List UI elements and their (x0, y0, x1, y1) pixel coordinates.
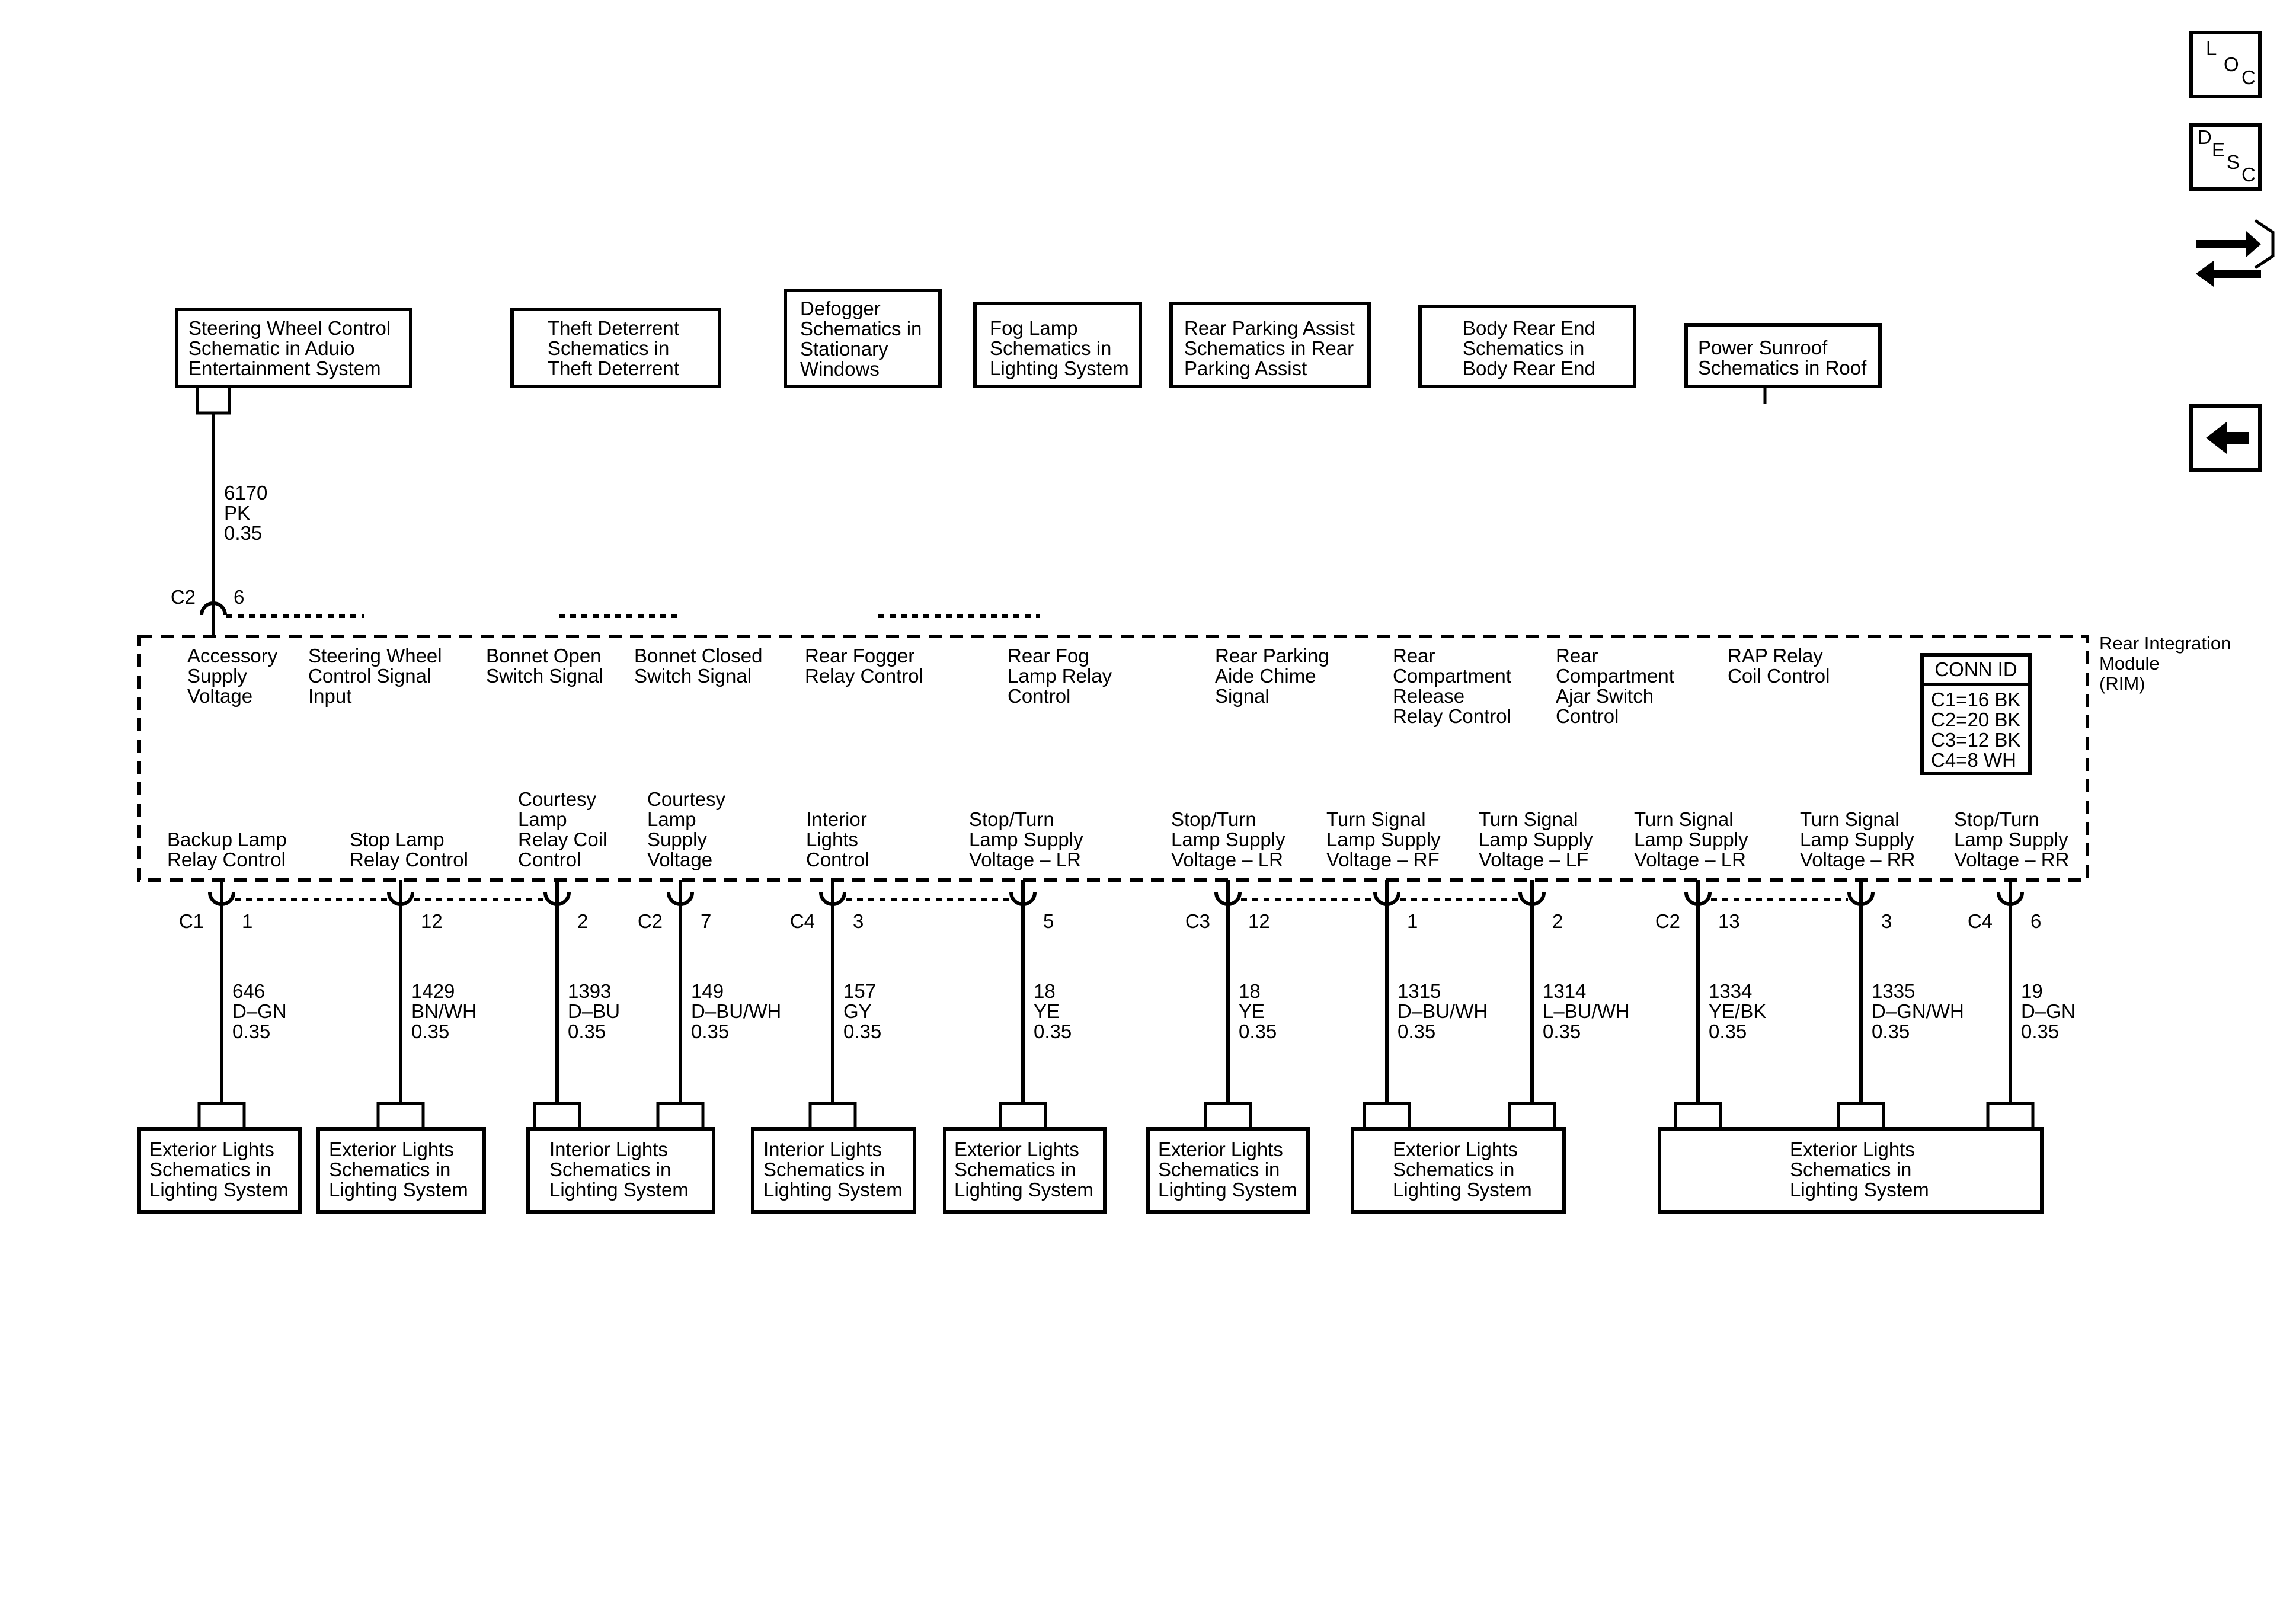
signal-name: Aide Chime (1215, 665, 1316, 687)
wire-color: GY (843, 1000, 872, 1022)
loc-letter: C (2241, 66, 2256, 88)
signal-name: Relay Control (1393, 705, 1511, 727)
ref-box-label: Rear Parking Assist (1184, 317, 1355, 339)
circuit-number: 149 (691, 980, 724, 1002)
ref-box-label: Schematic in Aduio (188, 337, 355, 359)
signal-name: Courtesy (647, 788, 726, 810)
ref-box-label: Stationary (800, 338, 888, 360)
wire-color: D–BU/WH (1398, 1000, 1488, 1022)
wire-size: 0.35 (2021, 1020, 2060, 1042)
ref-box-label: Exterior Lights (149, 1138, 274, 1160)
signal-name: Voltage – LR (1171, 849, 1283, 870)
circuit-number: 18 (1034, 980, 1056, 1002)
pin-number: 1 (242, 910, 253, 932)
signal-name: Turn Signal (1479, 808, 1578, 830)
circuit-number: 6170 (224, 482, 268, 504)
labels-layer (149, 297, 2231, 1201)
pin-number: 5 (1043, 910, 1054, 932)
circuit-number: 157 (843, 980, 877, 1002)
signal-name: Voltage – RR (1954, 849, 2070, 870)
ref-box-label: Schematics in (990, 337, 1112, 359)
signal-name: Coil Control (1728, 665, 1830, 687)
wire-size: 0.35 (1543, 1020, 1581, 1042)
signal-name: Compartment (1556, 665, 1674, 687)
ref-box-label: Lighting System (149, 1179, 289, 1201)
ref-box-label: Steering Wheel Control (188, 317, 391, 339)
connector-id: C1 (178, 910, 204, 932)
connector-tab (810, 1103, 855, 1129)
pin-number: 12 (421, 910, 443, 932)
signal-name: Lamp Relay (1008, 665, 1112, 687)
ref-box-label: Schematics in (763, 1158, 885, 1180)
conn-id-entry: C1=16 BK (1931, 689, 2021, 710)
signal-name: Lamp Supply (1171, 828, 1285, 850)
signal-name: Relay Control (350, 849, 468, 870)
signal-name: Switch Signal (634, 665, 752, 687)
pin-number: 3 (1881, 910, 1892, 932)
wire-color: L–BU/WH (1543, 1000, 1630, 1022)
signal-name: Interior (806, 808, 867, 830)
pin-number: 2 (1552, 910, 1563, 932)
signal-name: Control Signal (308, 665, 431, 687)
wire-size: 0.35 (1239, 1020, 1277, 1042)
pin-number: 6 (234, 586, 245, 608)
ref-box-label: Schematics in (149, 1158, 271, 1180)
circuit-number: 1314 (1543, 980, 1587, 1002)
connector-tab (199, 1103, 244, 1129)
signal-name: Input (308, 685, 352, 707)
connector-id: C2 (170, 586, 196, 608)
ref-box-label: Lighting System (763, 1179, 903, 1201)
ref-box-label: Schematics in Roof (1698, 357, 1867, 379)
module-label: Module (2099, 653, 2160, 674)
desc-letter: C (2241, 164, 2256, 185)
signal-name: Rear Parking (1215, 645, 1329, 667)
signal-name: Lamp (647, 808, 696, 830)
signal-name: Lamp Supply (1954, 828, 2068, 850)
ref-box-label: Entertainment System (188, 357, 381, 379)
wire-color: D–GN (232, 1000, 287, 1022)
ref-box-label: Body Rear End (1463, 357, 1595, 379)
ref-box-label: Windows (800, 358, 880, 380)
signal-name: Control (1556, 705, 1619, 727)
conn-id-entry: C3=12 BK (1931, 729, 2021, 751)
connector-arrows-icon[interactable] (2196, 220, 2273, 287)
ref-box-label: Lighting System (1393, 1179, 1532, 1201)
connector-id: C2 (637, 910, 663, 932)
wire-color: YE (1239, 1000, 1265, 1022)
ref-box-label: Power Sunroof (1698, 337, 1828, 359)
wire-color: D–GN/WH (1872, 1000, 1964, 1022)
connector-id: C4 (1967, 910, 1993, 932)
ref-box-label: Lighting System (990, 357, 1129, 379)
signal-name: Courtesy (518, 788, 597, 810)
connector-tab (1838, 1103, 1884, 1129)
connector-id: C2 (1655, 910, 1680, 932)
circuit-number: 1429 (411, 980, 455, 1002)
signal-name: Lamp Supply (1634, 828, 1748, 850)
pin-number: 1 (1407, 910, 1418, 932)
conn-id-entry: C2=20 BK (1931, 709, 2021, 731)
ref-box-label: Body Rear End (1463, 317, 1595, 339)
ref-box-label: Lighting System (1790, 1179, 1929, 1201)
ref-box-label: Schematics in Rear (1184, 337, 1354, 359)
signal-name: Rear (1556, 645, 1598, 667)
connector-tab (1205, 1103, 1251, 1129)
signal-name: Supply (187, 665, 247, 687)
pin-number: 12 (1248, 910, 1270, 932)
signal-name: Stop Lamp (350, 828, 445, 850)
circuit-number: 1315 (1398, 980, 1441, 1002)
connector-tab (197, 386, 229, 413)
arrow-right-shape (2196, 231, 2261, 257)
wire-size: 0.35 (1034, 1020, 1072, 1042)
circuit-number: 646 (232, 980, 266, 1002)
ref-box-label: Exterior Lights (954, 1138, 1079, 1160)
signal-name: Lamp (518, 808, 567, 830)
ref-box-label: Theft Deterrent (548, 317, 679, 339)
signal-name: Turn Signal (1634, 808, 1734, 830)
signal-name: Stop/Turn (969, 808, 1054, 830)
ref-box-label: Exterior Lights (329, 1138, 454, 1160)
signal-name: Signal (1215, 685, 1269, 707)
wire-color: D–BU (568, 1000, 621, 1022)
signal-name: RAP Relay (1728, 645, 1823, 667)
signal-name: Accessory (187, 645, 278, 667)
signal-name: Control (1008, 685, 1071, 707)
signal-name: Relay Control (805, 665, 923, 687)
ref-box-label: Interior Lights (549, 1138, 668, 1160)
signal-name: Lamp Supply (1479, 828, 1593, 850)
signal-name: Lamp Supply (969, 828, 1083, 850)
ref-box-label: Exterior Lights (1790, 1138, 1915, 1160)
pin-number: 2 (577, 910, 589, 932)
ref-box-label: Schematics in (1393, 1158, 1515, 1180)
signal-name: Rear Fog (1008, 645, 1089, 667)
circuit-number: 19 (2021, 980, 2043, 1002)
loc-button[interactable] (2191, 33, 2260, 97)
signal-name: Bonnet Closed (634, 645, 763, 667)
connector-tab (378, 1103, 423, 1129)
connector-tab (658, 1103, 703, 1129)
circuit-number: 1335 (1872, 980, 1916, 1002)
signal-name: Rear (1393, 645, 1435, 667)
connector-tab (1000, 1103, 1045, 1129)
circuit-number: 1393 (568, 980, 612, 1002)
wire-size: 0.35 (691, 1020, 730, 1042)
signal-name: Control (806, 849, 869, 870)
connector-tab (1675, 1103, 1721, 1129)
ref-box-label: Schematics in (548, 337, 670, 359)
connector-tab (1988, 1103, 2033, 1129)
wire-size: 0.35 (224, 522, 263, 544)
ref-box-label: Parking Assist (1184, 357, 1307, 379)
circuit-number: 18 (1239, 980, 1261, 1002)
ref-box-label: Exterior Lights (1393, 1138, 1518, 1160)
signal-name: Control (518, 849, 581, 870)
ref-box-label: Defogger (800, 297, 881, 319)
signal-name: Backup Lamp (167, 828, 287, 850)
ref-box-label: Schematics in (1158, 1158, 1280, 1180)
wire-color: PK (224, 502, 251, 524)
desc-button[interactable] (2191, 125, 2260, 189)
signal-name: Voltage – RF (1326, 849, 1440, 870)
connector-id: C4 (789, 910, 815, 932)
signal-name: Voltage – LR (969, 849, 1081, 870)
signal-name: Bonnet Open (486, 645, 602, 667)
signal-name: Stop/Turn (1171, 808, 1256, 830)
ref-box-label: Fog Lamp (990, 317, 1078, 339)
signal-name: Lights (806, 828, 859, 850)
wire-size: 0.35 (1709, 1020, 1747, 1042)
signal-name: Release (1393, 685, 1465, 707)
connector-tab (1510, 1103, 1555, 1129)
signal-name: Turn Signal (1326, 808, 1426, 830)
pin-number: 3 (853, 910, 864, 932)
signal-name: Turn Signal (1800, 808, 1900, 830)
ref-box-label: Schematics in (954, 1158, 1076, 1180)
ref-box-label: Schematics in (329, 1158, 451, 1180)
wire-size: 0.35 (411, 1020, 450, 1042)
signal-name: Voltage – LF (1479, 849, 1589, 870)
wire-size: 0.35 (843, 1020, 882, 1042)
wire-color: D–GN (2021, 1000, 2076, 1022)
signal-name: Stop/Turn (1954, 808, 2039, 830)
signal-name: Voltage (647, 849, 713, 870)
module-label: Rear Integration (2099, 633, 2231, 654)
signal-name: Steering Wheel (308, 645, 442, 667)
signal-name: Lamp Supply (1800, 828, 1914, 850)
ref-box-label: Exterior Lights (1158, 1138, 1283, 1160)
loc-letter: L (2206, 37, 2217, 59)
signal-name: Lamp Supply (1326, 828, 1441, 850)
desc-letter: D (2198, 126, 2212, 148)
back-button[interactable] (2191, 406, 2260, 470)
conn-id-entry: C4=8 WH (1931, 749, 2016, 771)
signal-name: Switch Signal (486, 665, 604, 687)
ref-box-label: Lighting System (329, 1179, 468, 1201)
ref-box-label: Lighting System (954, 1179, 1093, 1201)
signal-name: Relay Coil (518, 828, 607, 850)
connector-tab (1364, 1103, 1409, 1129)
signal-name: Rear Fogger (805, 645, 915, 667)
wire-color: YE (1034, 1000, 1060, 1022)
ref-box-label: Interior Lights (763, 1138, 882, 1160)
circuit-number: 1334 (1709, 980, 1753, 1002)
signal-name: Ajar Switch (1556, 685, 1654, 707)
navigation-layer (2191, 33, 2273, 470)
wire-color: BN/WH (411, 1000, 477, 1022)
signal-name: Voltage (187, 685, 253, 707)
signal-name: Supply (647, 828, 707, 850)
arrow-left-shape (2196, 261, 2261, 287)
connector-id: C3 (1185, 910, 1210, 932)
signal-name: Voltage – LR (1634, 849, 1746, 870)
loc-letter: O (2224, 53, 2239, 75)
wire-size: 0.35 (568, 1020, 606, 1042)
signal-name: Voltage – RR (1800, 849, 1916, 870)
connector-tab (535, 1103, 580, 1129)
ref-box-label: Theft Deterrent (548, 357, 679, 379)
ref-box-label: Schematics in (549, 1158, 671, 1180)
ref-box-label: Lighting System (1158, 1179, 1297, 1201)
signal-name: Relay Control (167, 849, 286, 870)
pin-number: 6 (2030, 910, 2042, 932)
ref-box-label: Schematics in (1790, 1158, 1912, 1180)
signal-name: Compartment (1393, 665, 1511, 687)
module-label: (RIM) (2099, 673, 2145, 694)
ref-box-label: Schematics in (800, 318, 922, 340)
ref-box-label: Lighting System (549, 1179, 689, 1201)
desc-letter: S (2227, 151, 2240, 173)
pin-number: 13 (1718, 910, 1740, 932)
wire-size: 0.35 (1872, 1020, 1910, 1042)
reference-boxes-layer (139, 290, 2042, 1212)
wire-color: D–BU/WH (691, 1000, 782, 1022)
wire-color: YE/BK (1709, 1000, 1767, 1022)
wire-size: 0.35 (232, 1020, 271, 1042)
conn-id-title: CONN ID (1934, 658, 2017, 680)
wire-size: 0.35 (1398, 1020, 1436, 1042)
pin-number: 7 (701, 910, 712, 932)
desc-letter: E (2212, 139, 2225, 161)
ref-box-label: Schematics in (1463, 337, 1585, 359)
